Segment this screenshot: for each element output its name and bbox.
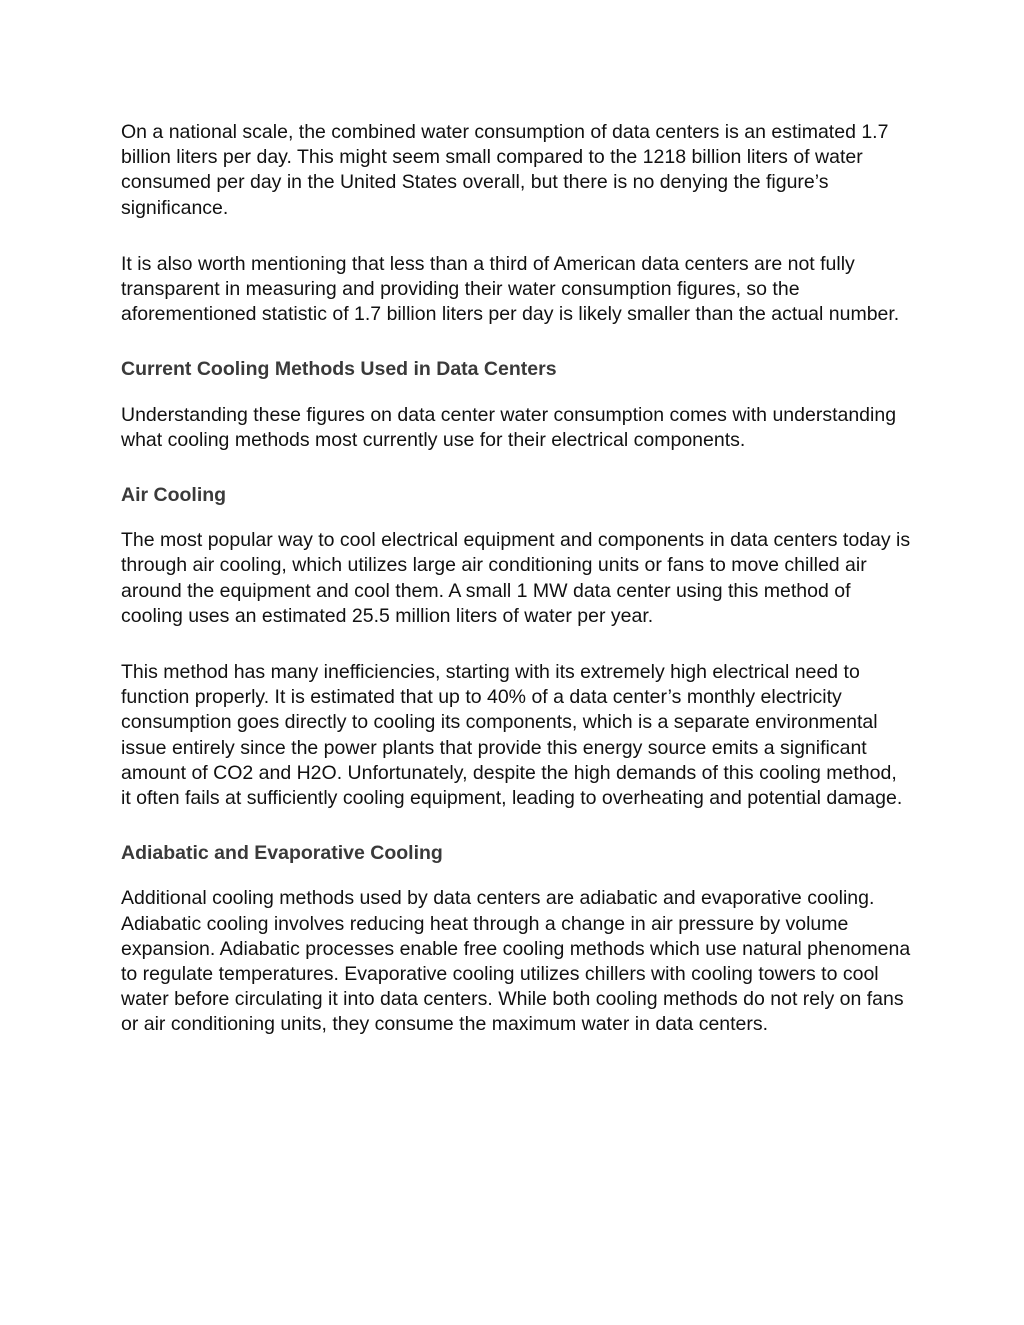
paragraph-adiabatic-evaporative: Additional cooling methods used by data centers are adiabatic and evaporative cooling. Adiabatic cooling involves reducing heat through a change in air pressure by volume expansion. Adiabatic processes enable free cooling methods which use natural phenomena to regulate temperatures. Evaporative cooling utilizes chillers with cooling towers to cool water before circulating it into data centers. While both cooling methods do not rely on fans or air conditioning units, they consume the maximum water in data centers. xyxy=(121,887,911,1036)
paragraph-national-scale: On a national scale, the combined water consumption of data centers is an estimated 1.7 billion liters per day. This might seem small compared to the 1218 billion liters of water consumed per day in the United States overall, but there is no denying the figure’s significance. xyxy=(121,121,889,219)
document-page xyxy=(121,120,911,1038)
paragraph-air-cooling: The most popular way to cool electrical equipment and components in data centers today is through air cooling, which utilizes large air conditioning units or fans to move chilled air around the equipment and cool them. A small 1 MW data center using this method of cooling uses an estimated 25.5 million liters of water per year. xyxy=(121,529,911,627)
paragraph-transparency: It is also worth mentioning that less than a third of American data centers are not fully transparent in measuring and providing their water consumption figures, so the aforementioned statistic of 1.7 billion liters per day is likely smaller than the actual number. xyxy=(121,252,900,326)
paragraph-understanding-figures: Understanding these figures on data center water consumption comes with understanding what cooling methods most currently use for their electrical components. xyxy=(121,403,897,451)
paragraph-inefficiencies: This method has many inefficiencies, starting with its extremely high electrical need to function properly. It is estimated that up to 40% of a data center’s monthly electricity consumption goes directly to cooling its components, which is a separate environmental issue entirely since the power plants that provide this energy source emits a significant amount of CO2 and H2O. Unfortunately, despite the high demands of this cooling method, it often fails at sufficiently cooling equipment, leading to overheating and potential damage. xyxy=(121,661,903,810)
heading-air-cooling: Air Cooling xyxy=(121,484,227,507)
heading-current-cooling-methods: Current Cooling Methods Used in Data Centers xyxy=(121,358,557,381)
heading-adiabatic-evaporative: Adiabatic and Evaporative Cooling xyxy=(121,842,443,865)
